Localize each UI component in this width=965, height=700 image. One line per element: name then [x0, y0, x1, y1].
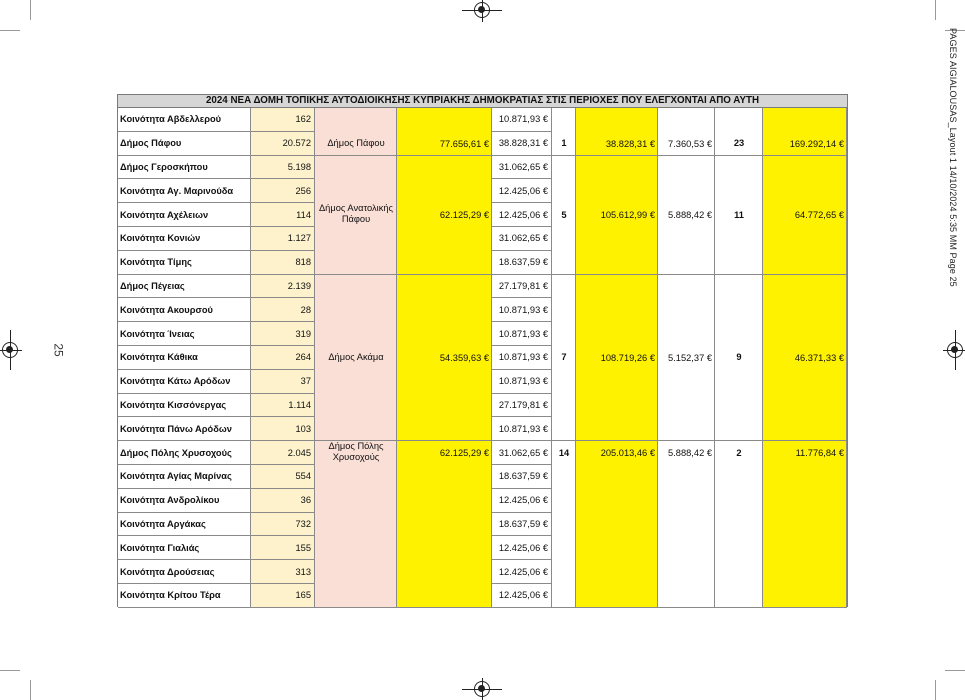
group-rank: 9 [736, 352, 742, 363]
group-count-cell [552, 441, 576, 608]
row-population: 36 [251, 489, 315, 513]
row-population: 165 [251, 584, 315, 608]
row-population: 313 [251, 560, 315, 584]
group-final: 11.776,84 € [795, 448, 844, 459]
group-total: 54.359,63 € [439, 352, 489, 363]
row-population: 28 [251, 298, 315, 322]
row-name: Δήμος Πάφου [118, 132, 251, 156]
row-name: Κοινότητα Ανδρολίκου [118, 489, 251, 513]
group-final-cell [763, 441, 847, 608]
row-population: 2.045 [251, 441, 315, 465]
row-population: 818 [251, 251, 315, 275]
row-name: Κοινότητα Δρούσειας [118, 560, 251, 584]
group-count: 7 [561, 352, 567, 363]
group-count: 1 [561, 138, 567, 149]
group-count: 5 [561, 209, 567, 220]
row-name: Κοινότητα Αγ. Μαρινούδα [118, 179, 251, 203]
row-name: Κοινότητα Αργάκας [118, 513, 251, 537]
group-rank: 23 [733, 138, 745, 149]
group-avg-cell [658, 441, 715, 608]
row-population: 319 [251, 322, 315, 346]
row-amount: 12.425,06 € [492, 489, 552, 513]
row-amount: 12.425,06 € [492, 584, 552, 608]
municipalities-table [117, 94, 848, 607]
group-final: 169.292,14 € [789, 138, 844, 149]
row-population: 256 [251, 179, 315, 203]
row-amount: 10.871,93 € [492, 298, 552, 322]
group-count: 14 [558, 447, 570, 458]
row-amount: 31.062,65 € [492, 156, 552, 180]
row-population: 20.572 [251, 132, 315, 156]
row-name: Κοινότητα Κισσόνεργας [118, 394, 251, 418]
row-name: Δήμος Γεροσκήπου [118, 156, 251, 180]
row-name: Κοινότητα Πάνω Αρόδων [118, 417, 251, 441]
page-number: 25 [51, 343, 66, 357]
registration-mark-icon [474, 681, 490, 697]
group-rank-cell [715, 441, 763, 608]
row-population: 1.114 [251, 394, 315, 418]
row-name: Κοινότητα Κρίτου Τέρα [118, 584, 251, 608]
group-municipality: Δήμος Ακάμα [328, 352, 384, 363]
registration-mark-icon [474, 2, 490, 18]
row-name: Κοινότητα Αγίας Μαρίνας [118, 465, 251, 489]
row-population: 1.127 [251, 227, 315, 251]
row-name: Δήμος Πόλης Χρυσοχούς [118, 441, 251, 465]
row-name: Κοινότητα Ακουρσού [118, 298, 251, 322]
table-title: 2024 ΝΕΑ ΔΟΜΗ ΤΟΠΙΚΗΣ ΑΥΤΟΔΙΟΙΚΗΣΗΣ ΚΥΠΡΙΑΚΗΣ ΔΗΜΟΚΡΑΤΙΑΣ ΣΤΙΣ ΠΕΡΙΟΧΕΣ ΠΟΥ ΕΛΕΓΧΟΝΤΑΙ ΑΠΟ ΑΥΤΗ [118, 95, 847, 108]
group-municipality: Δήμος Πάφου [327, 138, 385, 149]
row-population: 2.139 [251, 275, 315, 299]
row-amount: 18.637,59 € [492, 251, 552, 275]
row-amount: 10.871,93 € [492, 322, 552, 346]
print-slug-text: PAGES AIGIALOUSAS_Layout 1 14/10/2024 5:35 ΜΜ Page 25 [948, 28, 958, 287]
group-rank: 2 [736, 447, 742, 458]
row-name: Κοινότητα Κονιών [118, 227, 251, 251]
crop-mark [945, 670, 965, 671]
print-slug [946, 30, 960, 320]
crop-mark [935, 0, 936, 20]
group-total-cell [397, 441, 492, 608]
row-amount: 10.871,93 € [492, 108, 552, 132]
row-population: 103 [251, 417, 315, 441]
row-population: 37 [251, 370, 315, 394]
registration-mark-icon [2, 342, 18, 358]
crop-mark [30, 680, 31, 700]
row-amount: 12.425,06 € [492, 536, 552, 560]
row-population: 114 [251, 203, 315, 227]
row-name: Κοινότητα Γιαλιάς [118, 536, 251, 560]
group-avg: 7.360,53 € [668, 138, 712, 149]
row-population: 732 [251, 513, 315, 537]
row-amount: 18.637,59 € [492, 513, 552, 537]
group-final: 64.772,65 € [794, 210, 844, 221]
registration-mark-icon [947, 342, 963, 358]
group-share-cell [576, 441, 658, 608]
crop-mark [935, 680, 936, 700]
row-name: Κοινότητα Αβδελλερού [118, 108, 251, 132]
group-municipality: Δήμος Ανατολικής Πάφου [318, 203, 394, 225]
row-name: Κοινότητα Ίνειας [118, 322, 251, 346]
group-municipality: Δήμος Πόλης Χρυσοχούς [328, 441, 384, 463]
group-share: 105.612,99 € [600, 210, 655, 221]
group-total: 77.656,61 € [439, 138, 489, 149]
group-total: 62.125,29 € [439, 448, 489, 459]
group-share: 38.828,31 € [605, 138, 655, 149]
row-amount: 31.062,65 € [492, 227, 552, 251]
crop-mark [30, 0, 31, 20]
row-population: 162 [251, 108, 315, 132]
group-avg: 5.888,42 € [668, 210, 712, 221]
row-name: Κοινότητα Κάτω Αρόδων [118, 370, 251, 394]
group-final: 46.371,33 € [794, 352, 844, 363]
row-amount: 12.425,06 € [492, 179, 552, 203]
row-amount: 31.062,65 € [492, 441, 552, 465]
crop-mark [0, 670, 20, 671]
row-population: 264 [251, 346, 315, 370]
row-name: Κοινότητα Αχέλειων [118, 203, 251, 227]
row-amount: 10.871,93 € [492, 370, 552, 394]
row-population: 155 [251, 536, 315, 560]
group-rank: 11 [734, 209, 744, 220]
row-population: 5.198 [251, 156, 315, 180]
crop-mark [0, 30, 20, 31]
group-share: 108.719,26 € [600, 352, 655, 363]
group-share: 205.013,46 € [600, 448, 655, 459]
row-population: 554 [251, 465, 315, 489]
row-name: Κοινότητα Τίμης [118, 251, 251, 275]
row-amount: 12.425,06 € [492, 203, 552, 227]
row-amount: 18.637,59 € [492, 465, 552, 489]
row-amount: 10.871,93 € [492, 417, 552, 441]
group-total: 62.125,29 € [439, 210, 489, 221]
row-amount: 27.179,81 € [492, 394, 552, 418]
row-name: Δήμος Πέγειας [118, 275, 251, 299]
row-amount: 12.425,06 € [492, 560, 552, 584]
row-amount: 27.179,81 € [492, 275, 552, 299]
row-amount: 38.828,31 € [492, 132, 552, 156]
row-amount: 10.871,93 € [492, 346, 552, 370]
group-avg: 5.152,37 € [668, 352, 712, 363]
row-name: Κοινότητα Κάθικα [118, 346, 251, 370]
group-avg: 5.888,42 € [668, 448, 712, 459]
